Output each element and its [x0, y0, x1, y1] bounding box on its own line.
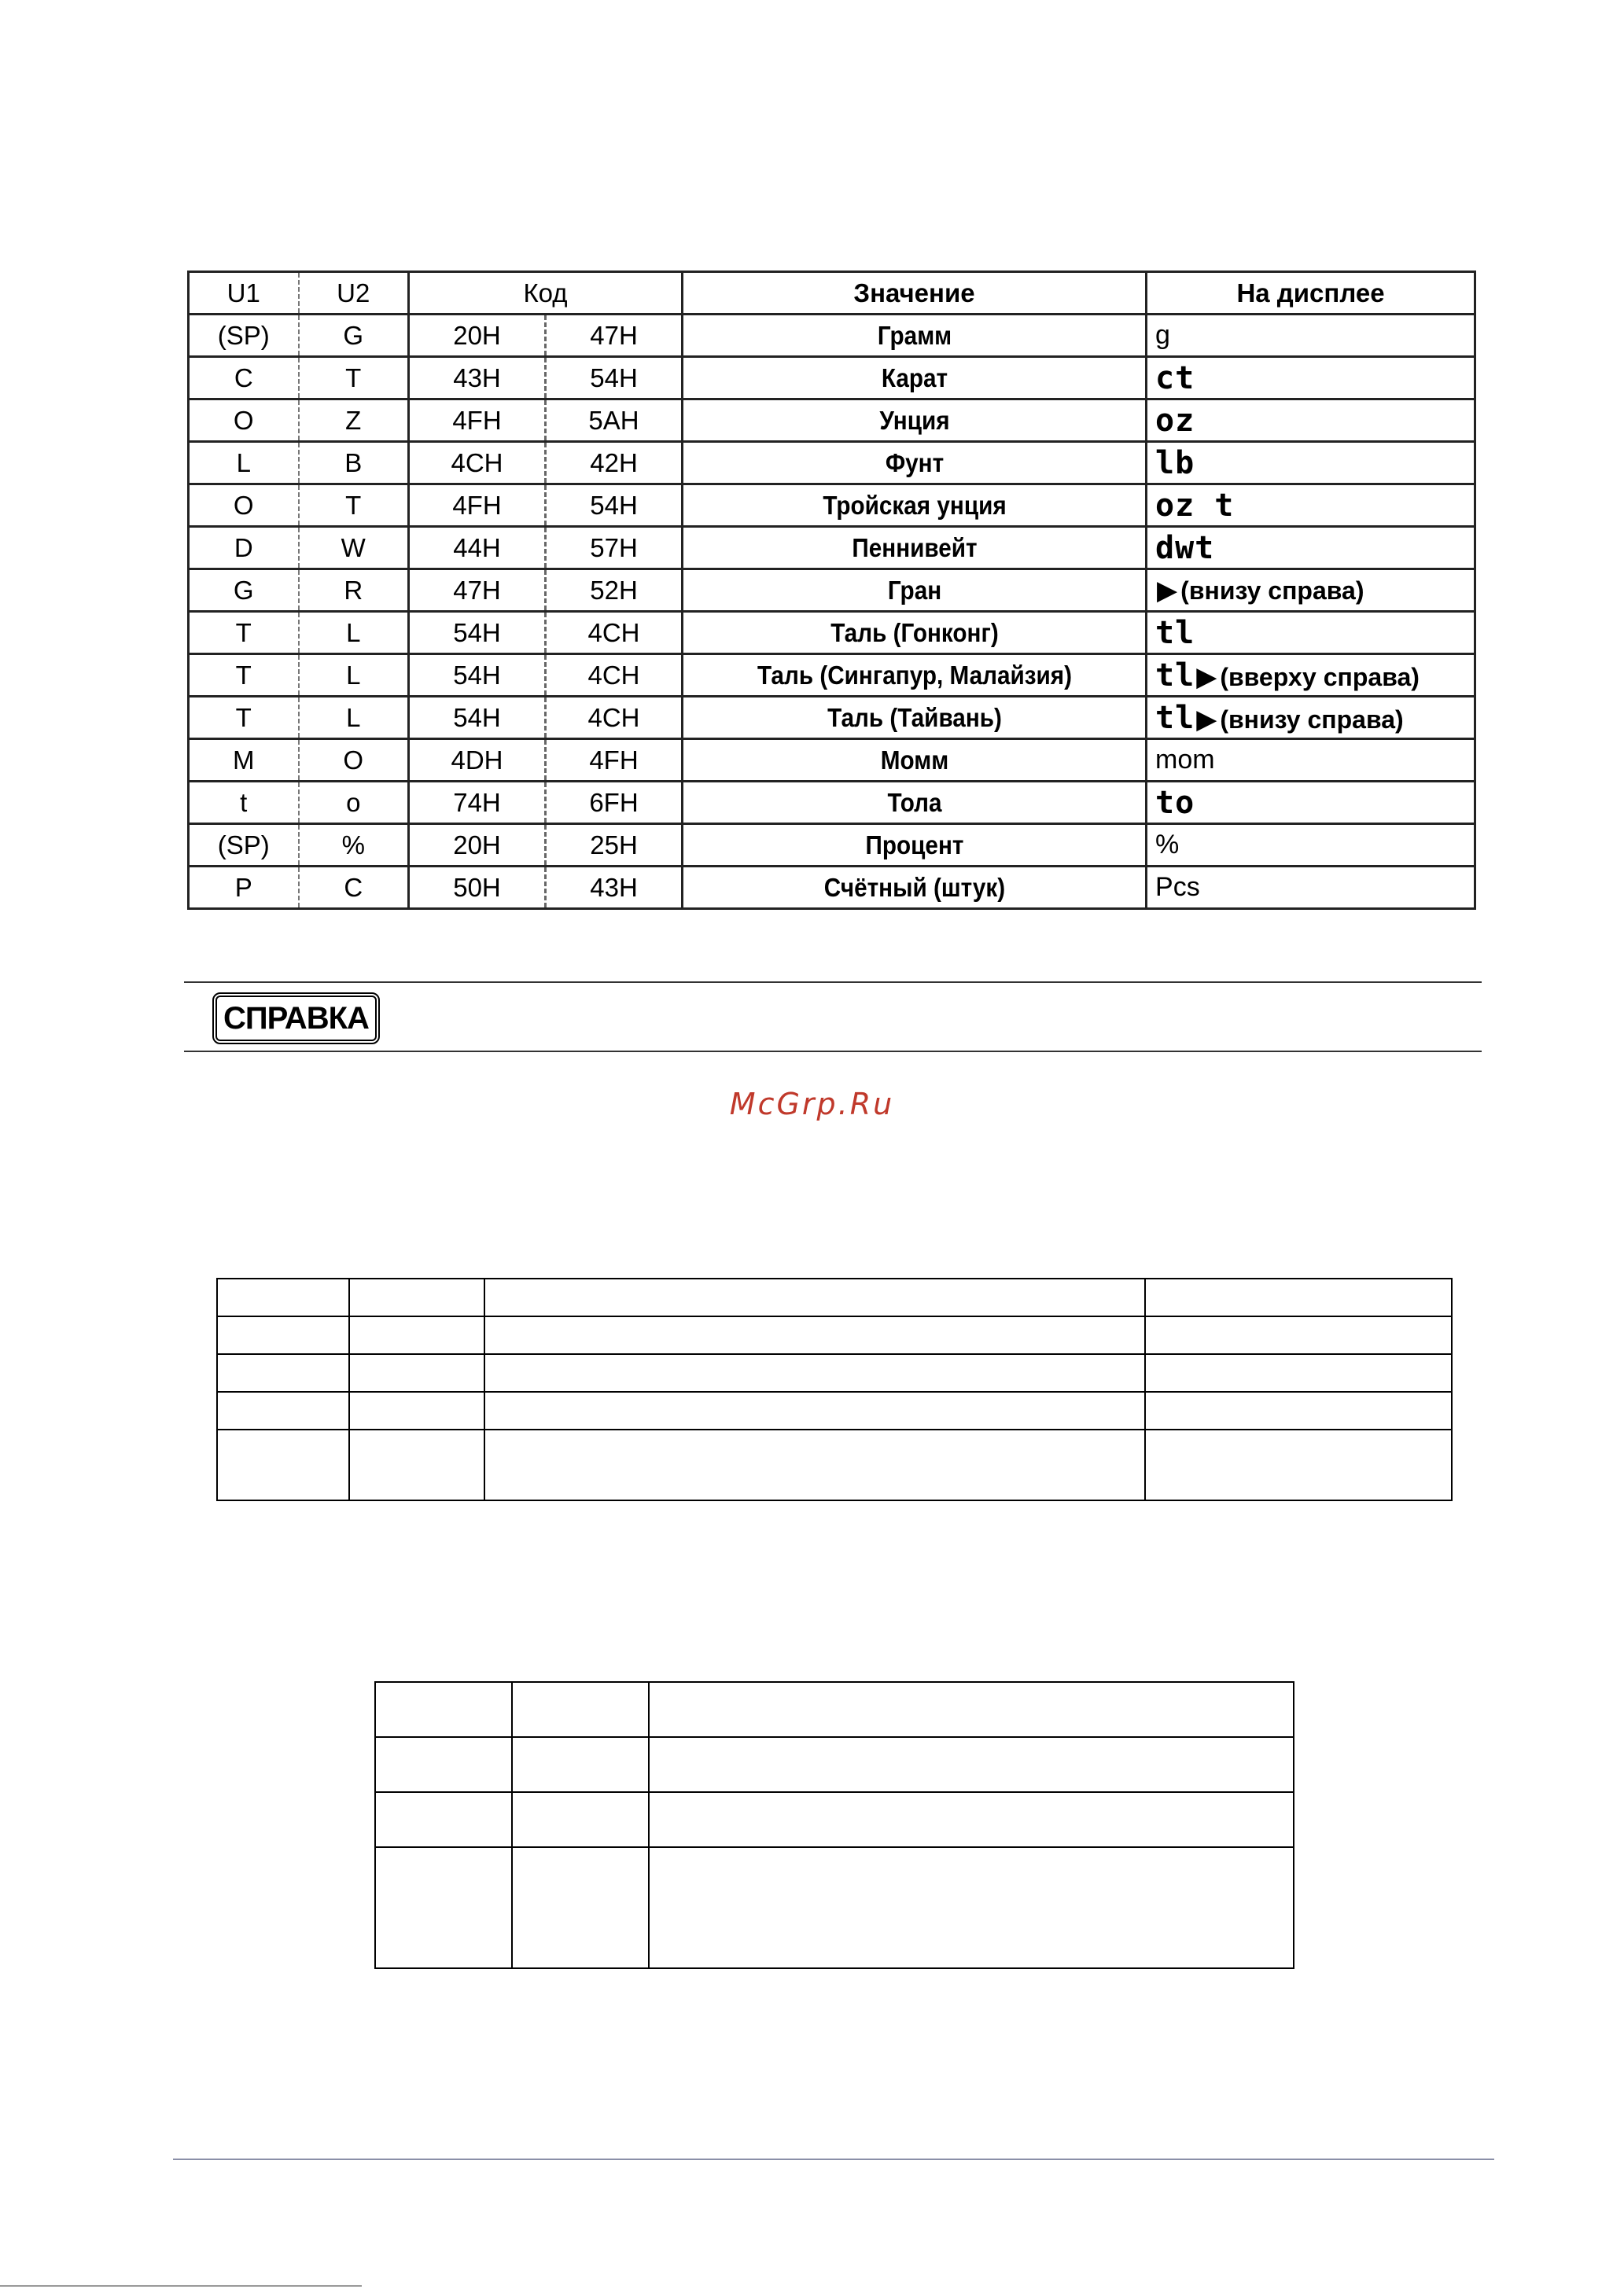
table-row [189, 697, 1475, 739]
table-row [375, 1682, 1294, 1737]
header-meaning: Значение [683, 272, 1147, 315]
cell-u2: T [299, 484, 409, 527]
empty-cell [1145, 1279, 1452, 1316]
cell-code-2: 5AH [546, 399, 683, 442]
cell-code-2: 57H [546, 527, 683, 569]
cell-meaning: Тола [705, 782, 1123, 824]
units-table-header-row [189, 272, 1475, 315]
display-note: (внизу справа) [1220, 705, 1404, 734]
cell-meaning: Счётный (штук) [705, 867, 1123, 909]
display-symbol: oz [1155, 402, 1195, 439]
empty-cell [649, 1792, 1294, 1847]
cell-meaning: Таль (Тайвань) [705, 697, 1123, 739]
empty-cell [649, 1847, 1294, 1968]
table-row [217, 1316, 1452, 1354]
table-row [189, 527, 1475, 569]
triangle-right-icon: ▶ [1157, 575, 1178, 605]
cell-code-1: 4FH [409, 399, 546, 442]
cell-meaning: Унция [705, 399, 1123, 442]
header-u2: U2 [299, 272, 409, 315]
cell-u2: Z [299, 399, 409, 442]
cell-u2: L [299, 697, 409, 739]
cell-code-2: 43H [546, 867, 683, 909]
cell-u1: D [189, 527, 299, 569]
cell-u2: o [299, 782, 409, 824]
cell-code-1: 74H [409, 782, 546, 824]
empty-cell [1145, 1392, 1452, 1430]
footer-rule [173, 2159, 1494, 2160]
units-table-body [189, 315, 1475, 909]
empty-cell [512, 1737, 649, 1792]
display-symbol: g [1155, 320, 1170, 350]
table-row [189, 357, 1475, 399]
display-symbol: mom [1155, 745, 1215, 775]
cell-display [1147, 824, 1475, 867]
cell-code-2: 52H [546, 569, 683, 612]
empty-cell [375, 1792, 512, 1847]
cell-display [1147, 612, 1475, 654]
cell-display [1147, 399, 1475, 442]
empty-table-2 [374, 1681, 1294, 1969]
empty-cell [217, 1354, 349, 1392]
empty-cell [512, 1847, 649, 1968]
empty-cell [349, 1430, 484, 1500]
empty-cell [217, 1279, 349, 1316]
cell-display [1147, 697, 1475, 739]
cell-code-1: 47H [409, 569, 546, 612]
table-row [189, 315, 1475, 357]
table-row [189, 569, 1475, 612]
cell-u2: T [299, 357, 409, 399]
cell-code-2: 6FH [546, 782, 683, 824]
cell-display [1147, 782, 1475, 824]
empty-cell [484, 1354, 1145, 1392]
cell-code-1: 44H [409, 527, 546, 569]
cell-meaning: Тройская унция [705, 484, 1123, 527]
cell-u1: L [189, 442, 299, 484]
cell-u1: T [189, 612, 299, 654]
cell-u2: % [299, 824, 409, 867]
cell-code-2: 4CH [546, 697, 683, 739]
empty-cell [484, 1279, 1145, 1316]
empty-cell [349, 1279, 484, 1316]
units-table [187, 271, 1476, 910]
cell-code-1: 4FH [409, 484, 546, 527]
watermark: McGrp.Ru [729, 1087, 895, 1121]
display-symbol: ct [1155, 359, 1195, 396]
display-symbol: tl [1155, 657, 1195, 694]
display-note: (вверху справа) [1220, 662, 1420, 691]
cell-code-2: 4CH [546, 612, 683, 654]
empty-cell [484, 1316, 1145, 1354]
cell-meaning: Процент [705, 824, 1123, 867]
cell-code-2: 4FH [546, 739, 683, 782]
empty-cell [375, 1847, 512, 1968]
table-row [375, 1847, 1294, 1968]
cell-u1: T [189, 697, 299, 739]
table-row [375, 1737, 1294, 1792]
cell-meaning: Гран [705, 569, 1123, 612]
cell-code-1: 54H [409, 697, 546, 739]
cell-u2: C [299, 867, 409, 909]
cell-code-2: 54H [546, 357, 683, 399]
cell-code-1: 54H [409, 612, 546, 654]
table-row [217, 1430, 1452, 1500]
empty-cell [217, 1392, 349, 1430]
empty-cell [217, 1430, 349, 1500]
cell-code-2: 54H [546, 484, 683, 527]
cell-u1: O [189, 399, 299, 442]
display-symbol: lb [1155, 444, 1195, 481]
empty-cell [484, 1430, 1145, 1500]
empty-table-1 [216, 1278, 1453, 1501]
table-row [217, 1354, 1452, 1392]
cell-code-1: 4DH [409, 739, 546, 782]
reference-label: СПРАВКА [212, 992, 380, 1044]
table-row [189, 654, 1475, 697]
empty-cell [375, 1737, 512, 1792]
cell-meaning: Карат [705, 357, 1123, 399]
header-display: На дисплее [1147, 272, 1475, 315]
display-symbol: dwt [1155, 529, 1215, 566]
cell-meaning: Пеннивейт [705, 527, 1123, 569]
cell-u2: L [299, 654, 409, 697]
display-symbol: tl [1155, 614, 1195, 651]
display-symbol: oz t [1155, 487, 1235, 524]
triangle-right-icon: ▶ [1196, 661, 1217, 692]
empty-cell [512, 1682, 649, 1737]
display-symbol: Pcs [1155, 872, 1200, 902]
table-row [189, 484, 1475, 527]
display-symbol: tl [1155, 699, 1195, 736]
header-u1: U1 [189, 272, 299, 315]
cell-display [1147, 484, 1475, 527]
empty-cell [1145, 1430, 1452, 1500]
cell-code-2: 47H [546, 315, 683, 357]
cell-meaning: Таль (Гонконг) [705, 612, 1123, 654]
cell-display [1147, 569, 1475, 612]
cell-display [1147, 739, 1475, 782]
table-row [189, 442, 1475, 484]
cell-display [1147, 315, 1475, 357]
table-row [217, 1392, 1452, 1430]
cell-u1: G [189, 569, 299, 612]
cell-display [1147, 442, 1475, 484]
cell-u2: B [299, 442, 409, 484]
empty-cell [649, 1737, 1294, 1792]
cell-meaning: Фунт [705, 442, 1123, 484]
display-symbol: % [1155, 830, 1180, 859]
empty-cell [484, 1392, 1145, 1430]
cell-display [1147, 357, 1475, 399]
cell-code-1: 43H [409, 357, 546, 399]
cell-display [1147, 867, 1475, 909]
cell-code-1: 20H [409, 315, 546, 357]
empty-cell [217, 1316, 349, 1354]
cell-code-2: 42H [546, 442, 683, 484]
table-row [375, 1792, 1294, 1847]
cell-display [1147, 654, 1475, 697]
empty-cell [512, 1792, 649, 1847]
cell-code-1: 54H [409, 654, 546, 697]
cell-u1: O [189, 484, 299, 527]
cell-u1: C [189, 357, 299, 399]
empty-cell [649, 1682, 1294, 1737]
table-row [189, 612, 1475, 654]
cell-u2: W [299, 527, 409, 569]
cell-display [1147, 527, 1475, 569]
cell-u1: T [189, 654, 299, 697]
cell-code-1: 4CH [409, 442, 546, 484]
cell-code-1: 50H [409, 867, 546, 909]
cell-u1: (SP) [189, 824, 299, 867]
cell-u2: L [299, 612, 409, 654]
display-note: (внизу справа) [1180, 576, 1364, 605]
table-row [189, 867, 1475, 909]
cell-code-2: 25H [546, 824, 683, 867]
empty-cell [1145, 1354, 1452, 1392]
table-row [189, 739, 1475, 782]
cell-code-2: 4CH [546, 654, 683, 697]
empty-cell [349, 1316, 484, 1354]
table-row [189, 782, 1475, 824]
table-row [189, 399, 1475, 442]
display-symbol: to [1155, 784, 1195, 821]
header-code: Код [409, 272, 683, 315]
cell-u1: M [189, 739, 299, 782]
cell-u1: (SP) [189, 315, 299, 357]
table-row [189, 824, 1475, 867]
empty-cell [375, 1682, 512, 1737]
cell-u1: P [189, 867, 299, 909]
cell-meaning: Грамм [705, 315, 1123, 357]
cell-u2: G [299, 315, 409, 357]
cell-u1: t [189, 782, 299, 824]
cell-meaning: Момм [705, 739, 1123, 782]
cell-u2: R [299, 569, 409, 612]
cell-code-1: 20H [409, 824, 546, 867]
empty-cell [1145, 1316, 1452, 1354]
empty-cell [349, 1392, 484, 1430]
empty-cell [349, 1354, 484, 1392]
cell-meaning: Таль (Сингапур, Малайзия) [705, 654, 1123, 697]
table-row [217, 1279, 1452, 1316]
cell-u2: O [299, 739, 409, 782]
triangle-right-icon: ▶ [1196, 704, 1217, 734]
reference-bar [184, 981, 1482, 1052]
bottom-edge-rule [0, 2285, 362, 2287]
